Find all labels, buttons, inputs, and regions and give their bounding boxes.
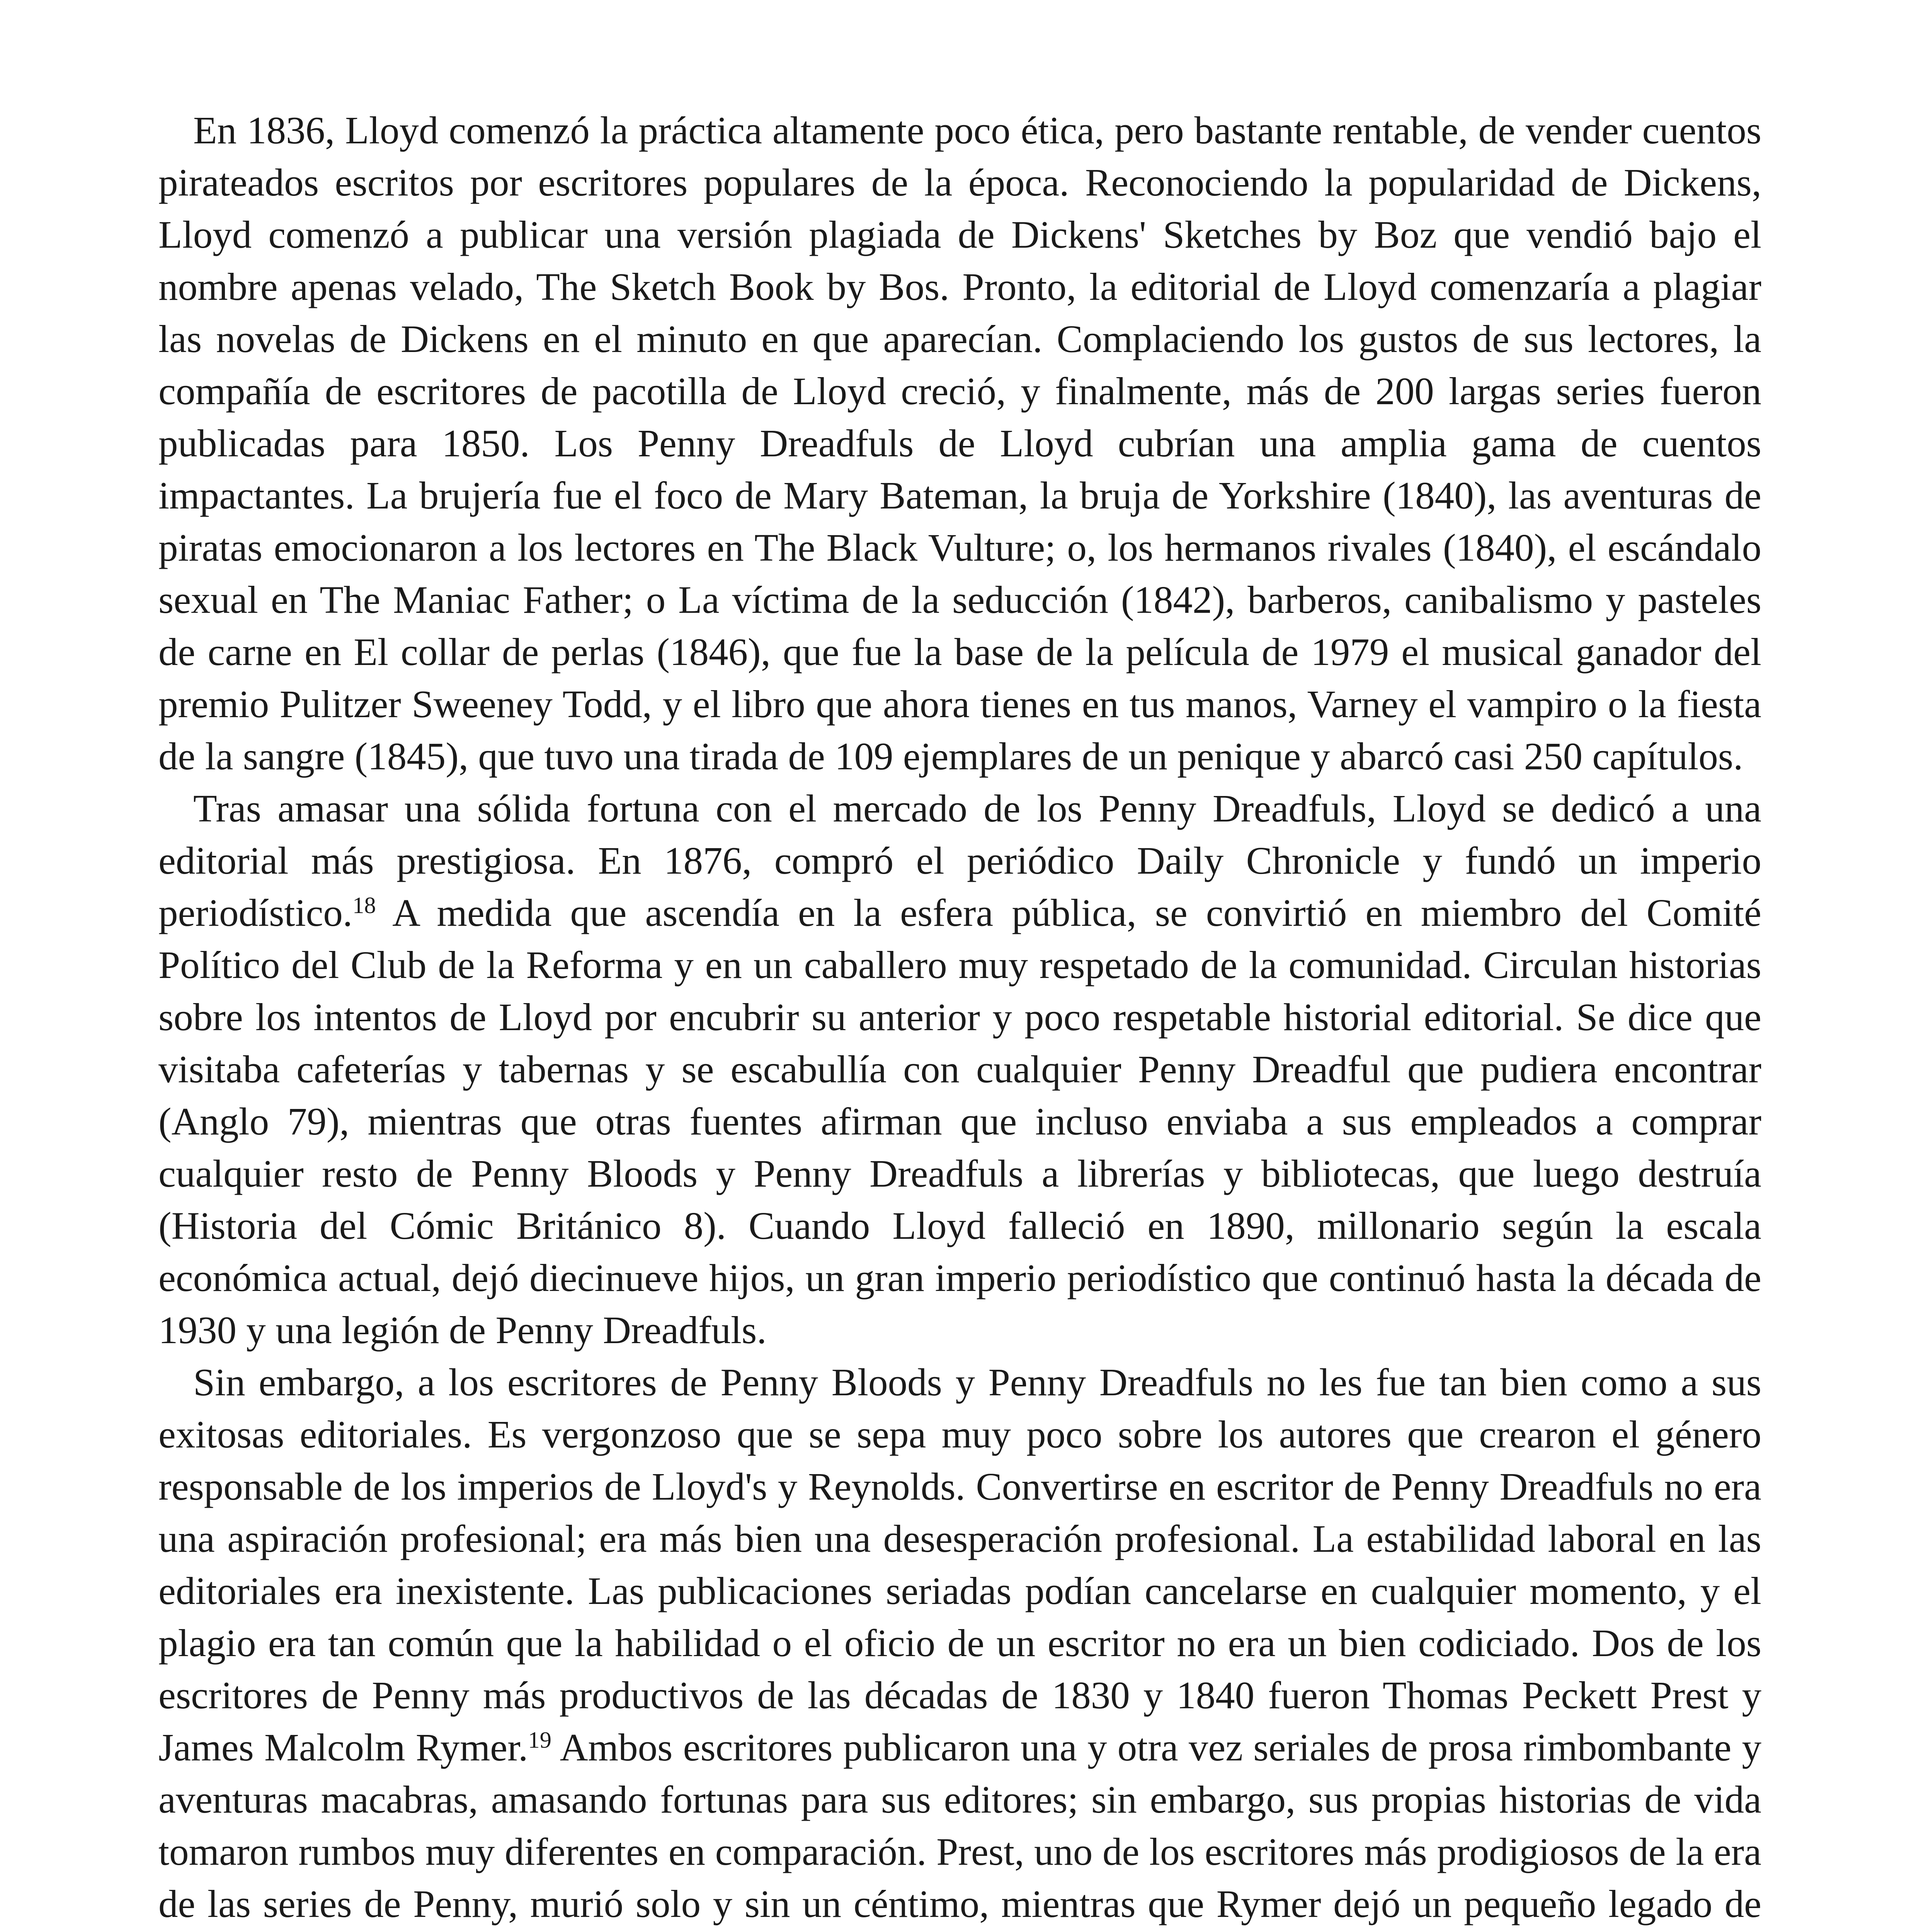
footnote-reference-18[interactable]: 18	[352, 892, 376, 918]
paragraph	[158, 1356, 1761, 1932]
paragraph-text: En 1836, Lloyd comenzó la práctica altamente poco ética, pero bastante rentable, de vender cuentos pirateados escritos por escritores populares de la época. Reconociendo la popularidad de Dickens, Lloyd comenzó a publicar una versión plagiada de Dickens' Sketches by Boz que vendió bajo el nombre apenas velado, The Sketch Book by Bos. Pronto, la editorial de Lloyd comenzaría a plagiar las novelas de Dickens en el minuto en que aparecían. Complaciendo los gustos de sus lectores, la compañía de escritores de pacotilla de Lloyd creció, y finalmente, más de 200 largas series fueron publicadas para 1850. Los Penny Dreadfuls de Lloyd cubrían una amplia gama de cuentos impactantes. La brujería fue el foco de Mary Bateman, la bruja de Yorkshire (1840), las aventuras de piratas emocionaron a los lectores en The Black Vulture; o, los hermanos rivales (1840), el escándalo sexual en The Maniac Father; o La víctima de la seducción (1842), barberos, canibalismo y pasteles de carne en El collar de perlas (1846), que fue la base de la película de 1979 el musical ganador del premio Pulitzer Sweeney Todd, y el libro que ahora tienes en tus manos, Varney el vampiro o la fiesta de la sangre (1845), que tuvo una tirada de 109 ejemplares de un penique y abarcó casi 250 capítulos.	[158, 109, 1761, 778]
paragraph	[158, 104, 1761, 782]
body-text	[158, 104, 1761, 1932]
paragraph	[158, 782, 1761, 1356]
footnote-reference-19[interactable]: 19	[528, 1727, 551, 1753]
paragraph-text: A medida que ascendía en la esfera pública, se convirtió en miembro del Comité Político del Club de la Reforma y en un caballero muy respetado de la comunidad. Circulan historias sobre los intentos de Lloyd por encubrir su anterior y poco respetable historial editorial. Se dice que visitaba cafeterías y tabernas y se escabullía con cualquier Penny Dreadful que pudiera encontrar (Anglo 79), mientras que otras fuentes afirman que incluso enviaba a sus empleados a comprar cualquier resto de Penny Bloods y Penny Dreadfuls a librerías y bibliotecas, que luego destruía (Historia del Cómic Británico 8). Cuando Lloyd falleció en 1890, millonario según la escala económica actual, dejó diecinueve hijos, un gran imperio periodístico que continuó hasta la década de 1930 y una legión de Penny Dreadfuls.	[158, 891, 1761, 1352]
paragraph-text: Tras amasar una sólida fortuna con el mercado de los Penny Dreadfuls, Lloyd se dedicó a una editorial más prestigiosa. En 1876, compró el periódico Daily Chronicle y fundó un imperio periodístico.	[158, 787, 1761, 934]
paragraph-text: Sin embargo, a los escritores de Penny Bloods y Penny Dreadfuls no les fue tan bien como a sus exitosas editoriales. Es vergonzoso que se sepa muy poco sobre los autores que crearon el género responsable de los imperios de Lloyd's y Reynolds. Convertirse en escritor de Penny Dreadfuls no era una aspiración profesional; era más bien una desesperación profesional. La estabilidad laboral en las editoriales era inexistente. Las publicaciones seriadas podían cancelarse en cualquier momento, y el plagio era tan común que la habilidad o el oficio de un escritor no era un bien codiciado. Dos de los escritores de Penny más productivos de las décadas de 1830 y 1840 fueron Thomas Peckett Prest y James Malcolm Rymer.	[158, 1361, 1761, 1769]
paragraph-text: Ambos escritores publicaron una y otra vez seriales de prosa rimbombante y aventuras macabras, amasando fortunas para sus editores; sin embargo, sus propias historias de vida tomaron rumbos muy diferentes en comparación. Prest, uno de los escritores más prodigiosos de la era de las series de Penny, murió solo y sin un céntimo, mientras que Rymer dejó un pequeño legado de	[158, 1726, 1762, 1925]
